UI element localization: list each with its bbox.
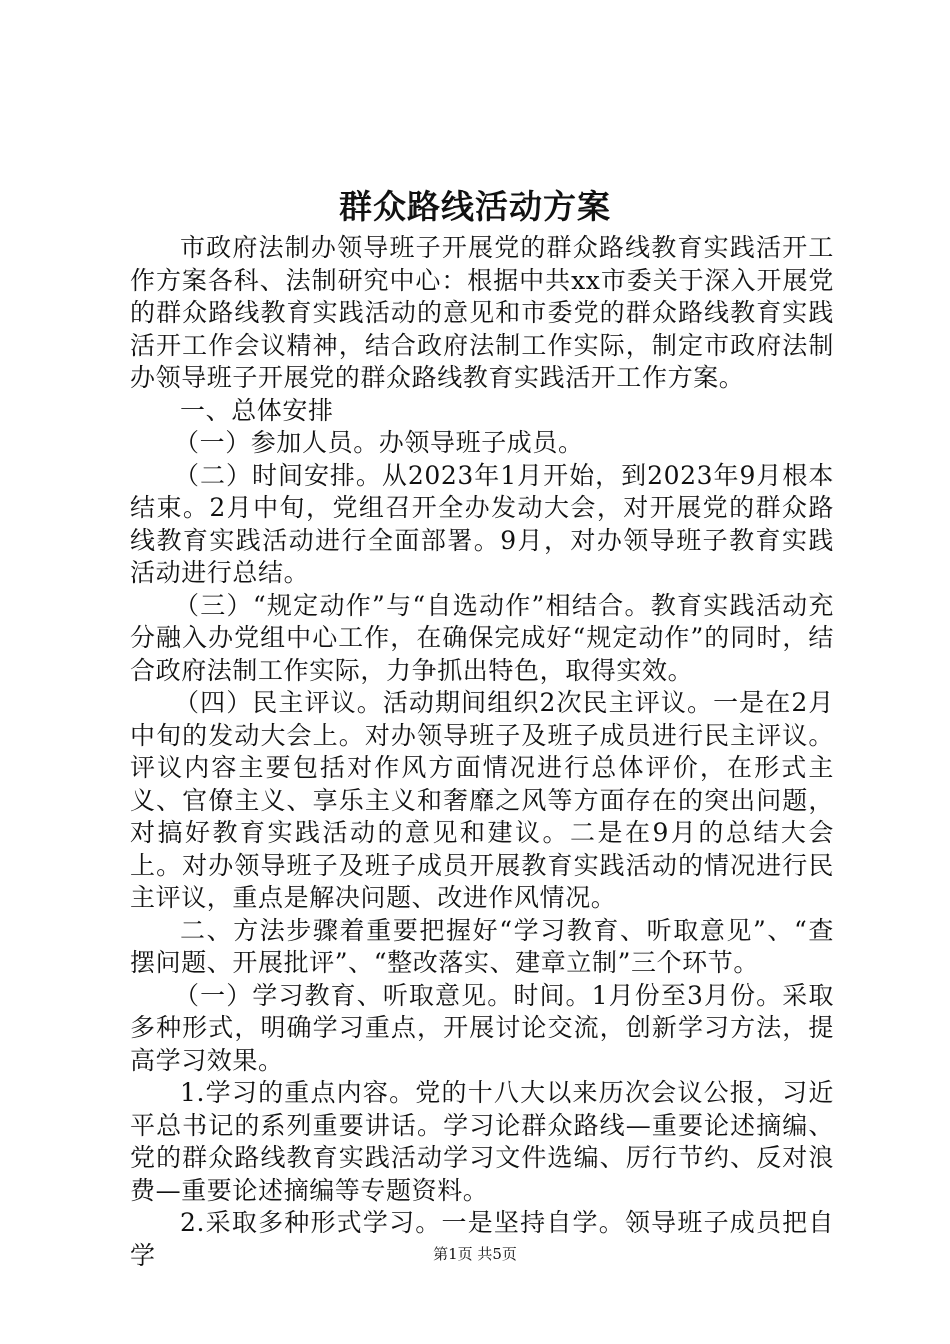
paragraph-study-content: 1.学习的重点内容。党的十八大以来历次会议公报，习近平总书记的系列重要讲话。学习论群众路线—重要论述摘编、党的群众路线教育实践活动学习文件选编、厉行节约、反对浪费—重要论述摘编等专题资料。 <box>130 1078 834 1205</box>
paragraph-actions: （三）“规定动作”与“自选动作”相结合。教育实践活动充分融入办党组中心工作，在确保完成好“规定动作”的同时，结合政府法制工作实际，力争抓出特色，取得实效。 <box>130 590 834 685</box>
page-footer: 第1页 共5页 <box>433 1245 517 1263</box>
document-body <box>130 232 834 1272</box>
paragraph-democratic-review: （四）民主评议。活动期间组织2次民主评议。一是在2月中旬的发动大会上。对办领导班子及班子成员进行民主评议。评议内容主要包括对作风方面情况进行总体评价，在形式主义、官僚主义、享乐主义和奢靡之风等方面存在的突出问题，对搞好教育实践活动的意见和建议。二是在9月的总结大会上。对办领导班子及班子成员开展教育实践活动的情况进行民主评议，重点是解决问题、改进作风情况。 <box>130 688 834 912</box>
paragraph-intro: 市政府法制办领导班子开展党的群众路线教育实践活开工作方案各科、法制研究中心：根据中共xx市委关于深入开展党的群众路线教育实践活动的意见和市委党的群众路线教育实践活开工作会议精神，结合政府法制工作实际，制定市政府法制办领导班子开展党的群众路线教育实践活开工作方案。 <box>130 233 834 392</box>
paragraph-schedule: （二）时间安排。从2023年1月开始，到2023年9月根本结束。2月中旬，党组召开全办发动大会，对开展党的群众路线教育实践活动进行全面部署。9月，对办领导班子教育实践活动进行总结。 <box>130 460 834 587</box>
heading-method-steps: 二、方法步骤着重要把握好“学习教育、听取意见”、“查摆问题、开展批评”、“整改落实、建章立制”三个环节。 <box>130 915 834 977</box>
paragraph-participants: （一）参加人员。办领导班子成员。 <box>174 428 584 457</box>
document-title: 群众路线活动方案 <box>339 187 611 226</box>
paragraph-study-education: （一）学习教育、听取意见。时间。1月份至3月份。采取多种形式，明确学习重点，开展讨论交流，创新学习方法，提高学习效果。 <box>130 980 834 1075</box>
heading-overall-arrangement: 一、总体安排 <box>180 395 334 425</box>
paragraph-study-forms: 2.采取多种形式学习。一是坚持自学。领导班子成员把自学 <box>130 1208 834 1270</box>
